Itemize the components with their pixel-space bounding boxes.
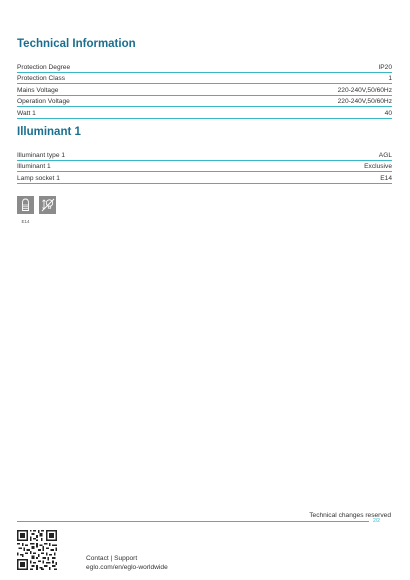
- row-value: AGL: [378, 151, 392, 159]
- row-label: Lamp socket 1: [17, 174, 60, 182]
- table-row: [17, 96, 392, 108]
- contact-label: Contact | Support: [86, 555, 138, 562]
- row-label: Illuminant 1: [17, 163, 51, 170]
- contact-link[interactable]: eglo.com/en/eglo-worldwide: [86, 563, 168, 571]
- row-value: Exclusive: [364, 163, 392, 170]
- bulb-socket-icon: [17, 196, 34, 214]
- illuminant-table: [17, 149, 392, 184]
- lamp-socket-caption: E14: [21, 219, 30, 224]
- row-label: Illuminant type 1: [17, 151, 66, 159]
- technical-changes-note: Technical changes reserved: [309, 512, 391, 519]
- technical-info-table: [17, 61, 392, 119]
- row-label: Watt 1: [17, 109, 36, 117]
- page-number: 2/2: [373, 518, 380, 524]
- table-row: [17, 161, 392, 173]
- row-label: Mains Voltage: [17, 86, 59, 94]
- footer-divider: [17, 521, 369, 522]
- row-value: 1: [388, 75, 392, 82]
- row-label: Protection Class: [17, 75, 66, 82]
- technical-info-title: Technical Information: [17, 38, 136, 50]
- row-value: IP20: [378, 63, 392, 71]
- row-value: E14: [380, 174, 392, 182]
- row-value: 220-240V,50/60Hz: [337, 86, 392, 94]
- table-row: [17, 84, 392, 96]
- row-label: Operation Voltage: [17, 98, 70, 105]
- table-row: [17, 61, 392, 73]
- table-row: [17, 172, 392, 184]
- table-row: [17, 73, 392, 85]
- not-dimmable-icon: [39, 196, 56, 214]
- table-row: [17, 149, 392, 161]
- qr-code-icon: [17, 530, 57, 570]
- illuminant-title: Illuminant 1: [17, 126, 81, 138]
- row-label: Protection Degree: [17, 63, 71, 71]
- row-value: 40: [384, 109, 392, 117]
- row-value: 220-240V,50/60Hz: [337, 98, 392, 105]
- contact-support: [86, 555, 168, 572]
- table-row: [17, 107, 392, 119]
